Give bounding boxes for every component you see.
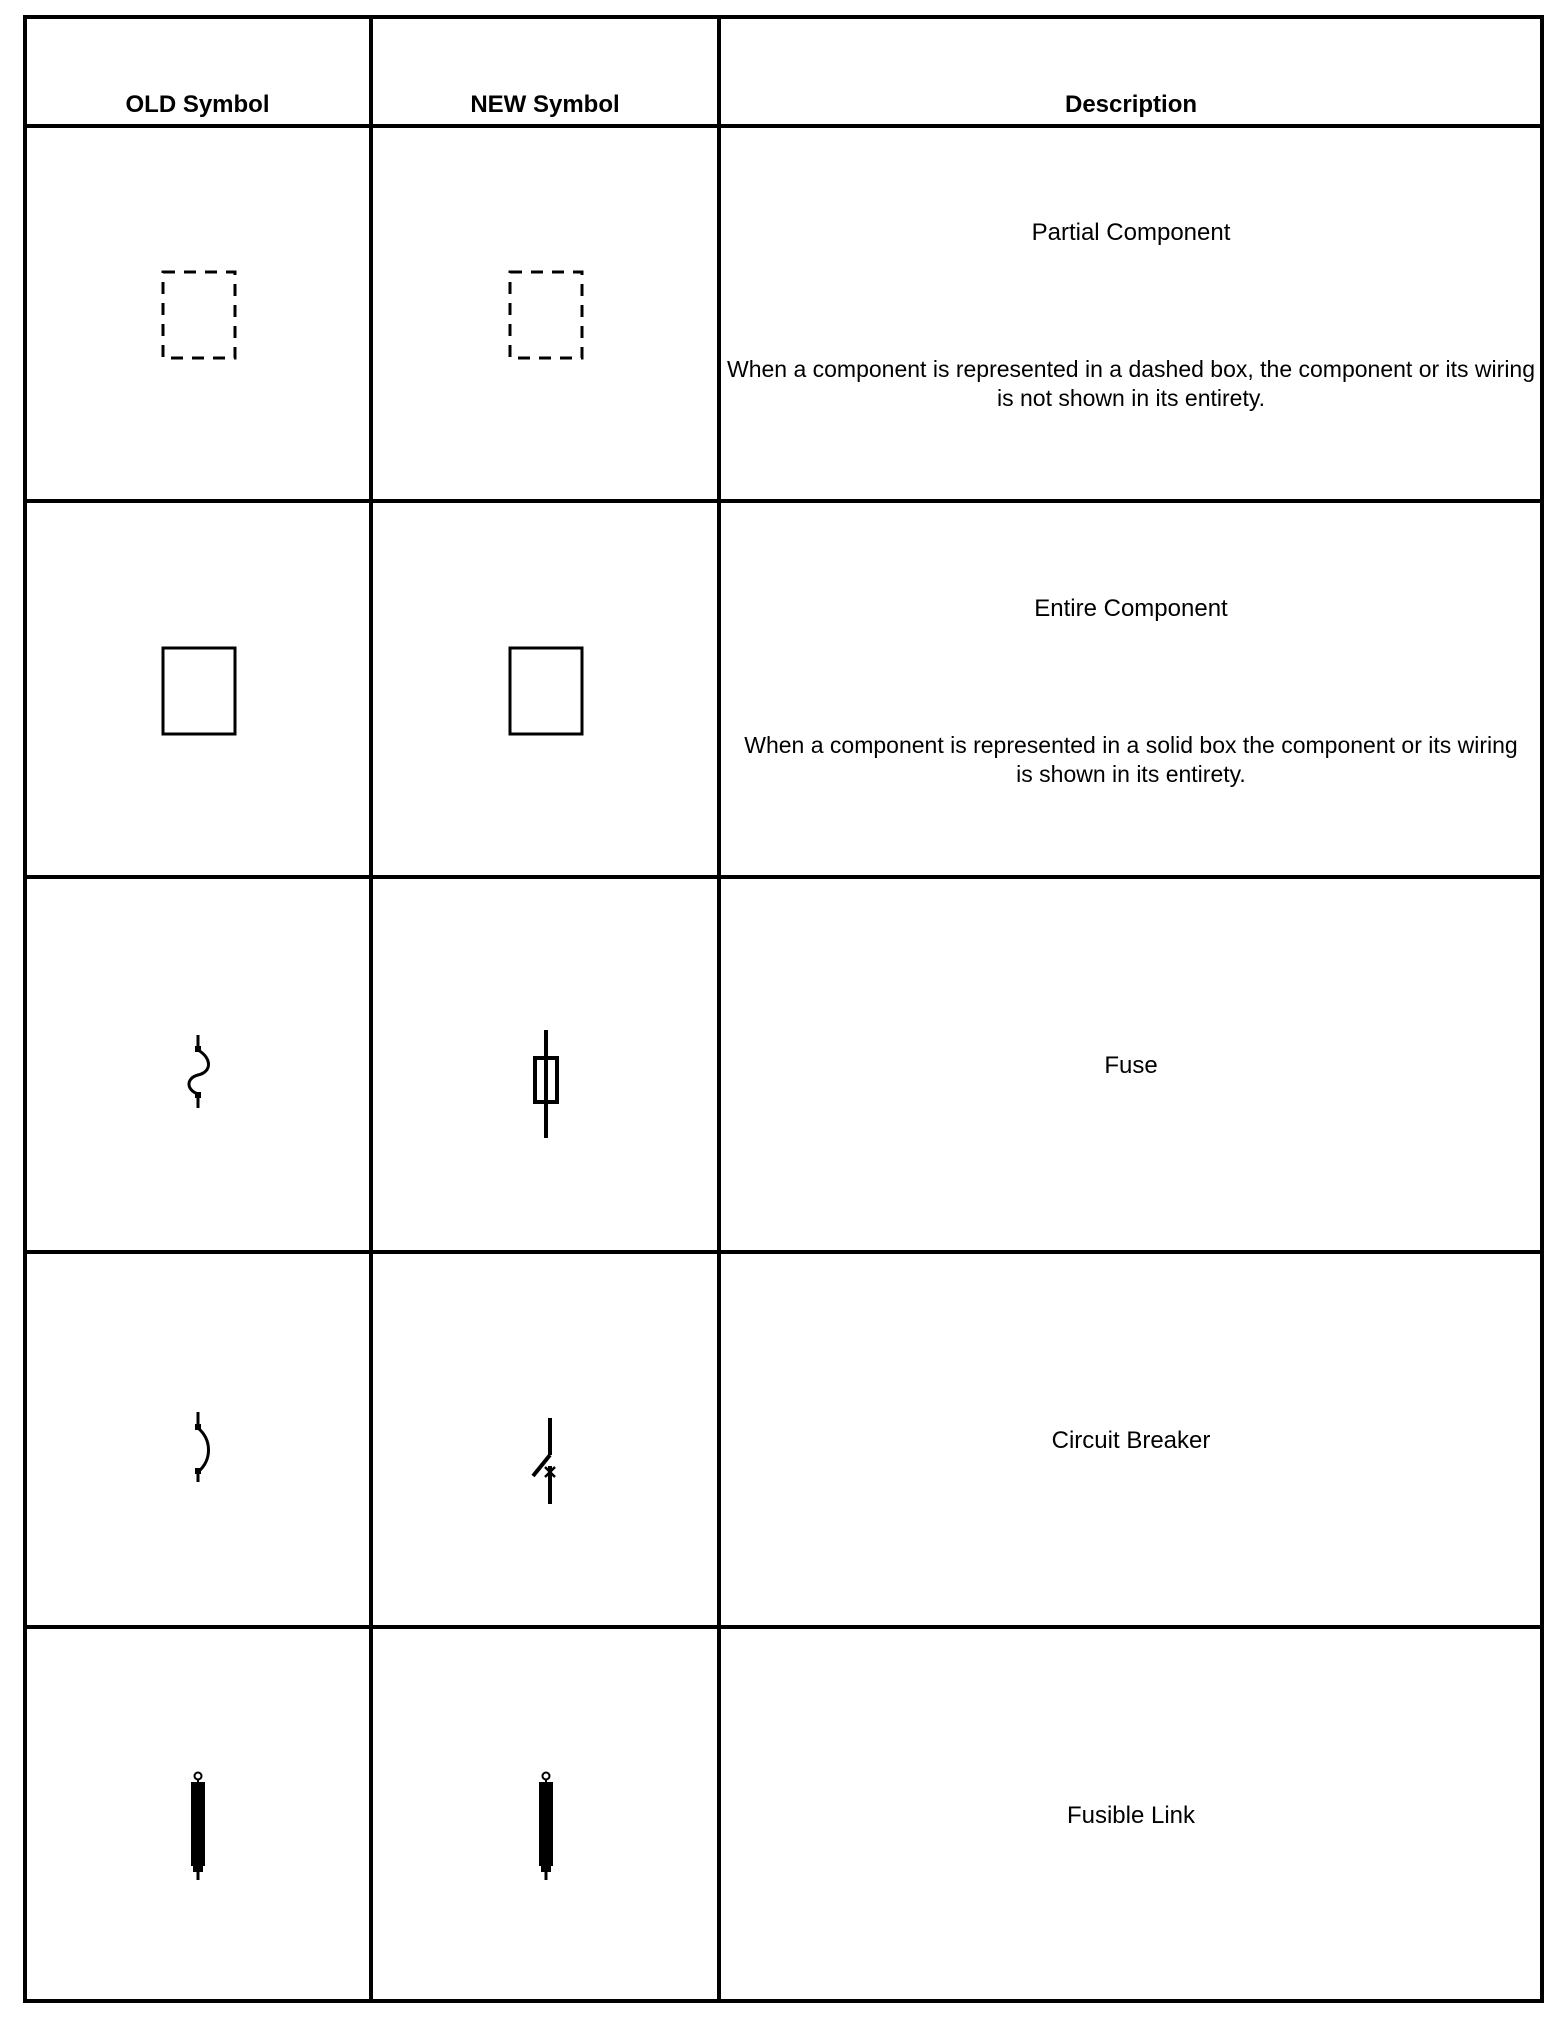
table-border xyxy=(25,17,1542,2001)
description-detail: When a component is represented in a dashed box, the component or its wiring is not shown in its entirety. xyxy=(726,356,1536,411)
fuse-new-rectangle-icon xyxy=(535,1030,557,1138)
partial-component-dashed-box-icon xyxy=(510,272,582,358)
fusible-link-new-icon xyxy=(539,1773,553,1881)
description-name: Entire Component xyxy=(1034,595,1228,622)
fuse-old-s-curve-icon xyxy=(189,1035,209,1108)
description-detail: When a component is represented in a solid box the component or its wiring is shown in its entirety. xyxy=(744,732,1518,787)
description-name: Partial Component xyxy=(1031,219,1231,246)
fusible-link-old-icon xyxy=(191,1773,205,1881)
description-name: Fusible Link xyxy=(1066,1802,1196,1829)
partial-component-dashed-box-icon xyxy=(163,272,235,358)
circuit-breaker-new-switch-icon xyxy=(533,1418,555,1504)
header-description: Description xyxy=(1064,91,1198,118)
circuit-breaker-old-arc-icon xyxy=(195,1412,209,1482)
entire-component-solid-box-icon xyxy=(510,648,582,734)
header-new-symbol: NEW Symbol xyxy=(470,91,620,118)
description-name: Circuit Breaker xyxy=(1051,1427,1211,1454)
header-old-symbol: OLD Symbol xyxy=(125,91,270,118)
description-name: Fuse xyxy=(1104,1052,1158,1079)
entire-component-solid-box-icon xyxy=(163,648,235,734)
table-grid xyxy=(25,17,1542,2001)
